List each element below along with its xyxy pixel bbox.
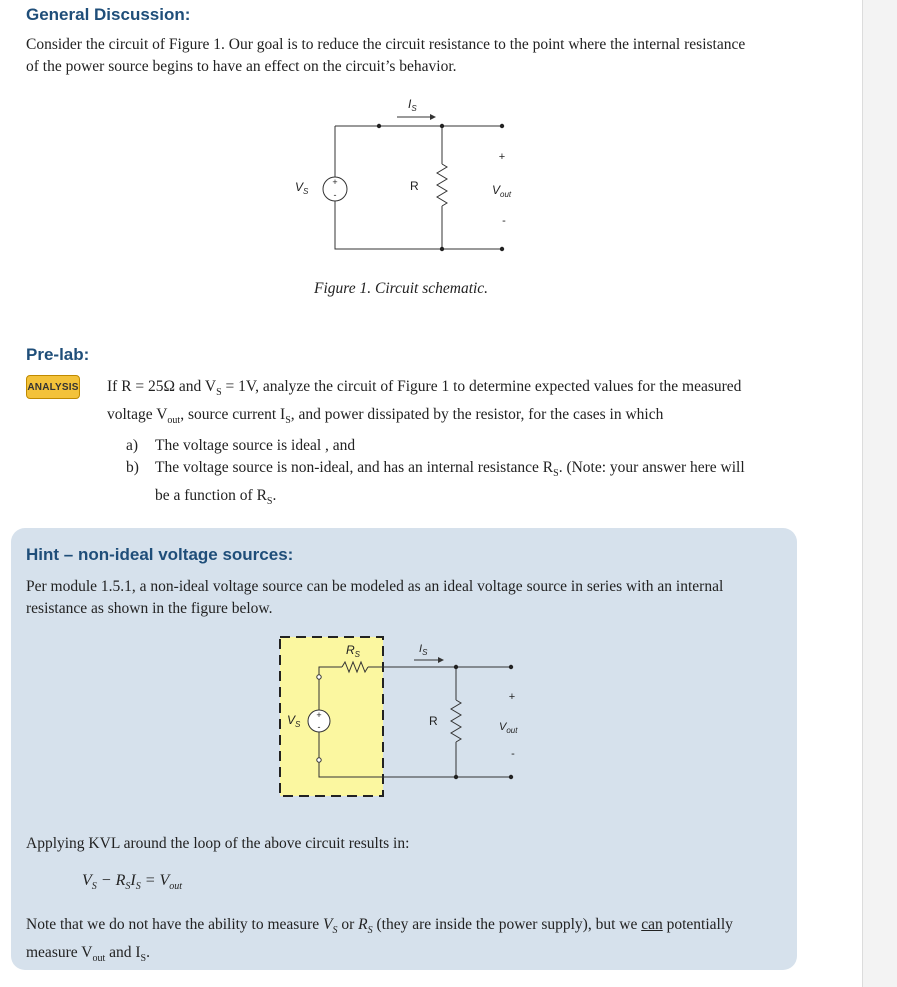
is-label: $I_S$ <box>419 643 428 657</box>
vs-label: $V_S$ <box>295 180 309 196</box>
vs-label: $V_S$ <box>287 713 301 729</box>
list-item: b) <box>126 459 139 476</box>
prelab-heading: Pre-lab: <box>26 345 90 364</box>
r-label: R <box>429 714 438 728</box>
list-item: a) <box>126 437 139 454</box>
general-discussion-text: Consider the circuit of Figure 1. Our goal is to reduce the circuit resistance to the point where the internal resistance of the power source begins to have an effect on the circuit’s behavior. <box>26 36 746 75</box>
vout-label: $V_{out}$ <box>499 721 518 735</box>
non-ideal-source-figure <box>276 632 536 802</box>
prelab-text: If R = 25Ω and $V_S = 1V$, analyze the circuit of Figure 1 to determine expected values for the measured voltage $V_{out}$, source current $I_S$, and power dissipated by the resistor, for the cases in which <box>107 378 742 427</box>
list-item-b-text: The voltage source is non-ideal, and has an internal resistance $R_S$. (Note: your answer here will be a function of $R_S$. <box>155 459 745 508</box>
hint-text: Per module 1.5.1, a non-ideal voltage source can be modeled as an ideal voltage source in series with an internal resistance as shown in the figure below. <box>26 578 724 617</box>
analysis-badge: ANALYSIS <box>26 375 80 399</box>
circuit-schematic-figure-1 <box>280 92 540 262</box>
plus-label: + <box>498 151 506 163</box>
svg-text:-: - <box>317 722 321 732</box>
r-label: R <box>410 179 419 193</box>
figure-1-caption: Figure 1. Circuit schematic. <box>314 280 489 297</box>
list-item-a-text: The voltage source is ideal , and <box>155 437 356 454</box>
svg-text:+: + <box>332 177 338 187</box>
right-sidebar <box>862 0 897 987</box>
kvl-text: Applying KVL around the loop of the above circuit results in: <box>26 835 410 852</box>
note-text: Note that we do not have the ability to measure $V_S$ or $R_S$ (they are inside the power supply), but we can potentially measure $V_{out}$ and $I_S$. <box>26 916 733 965</box>
kvl-equation: $V_S - R_SI_S = V_{out}$ <box>82 872 183 893</box>
minus-label: - <box>502 215 506 227</box>
vout-label: $V_{out}$ <box>492 183 512 199</box>
svg-text:+: + <box>316 710 322 720</box>
minus-label: - <box>511 748 515 760</box>
plus-label: + <box>508 691 516 703</box>
is-label: $I_S$ <box>408 97 417 113</box>
svg-text:-: - <box>333 190 337 200</box>
rs-label: $R_S$ <box>346 643 361 659</box>
general-discussion-heading: General Discussion: <box>26 5 191 24</box>
hint-heading: Hint – non-ideal voltage sources: <box>26 545 294 564</box>
